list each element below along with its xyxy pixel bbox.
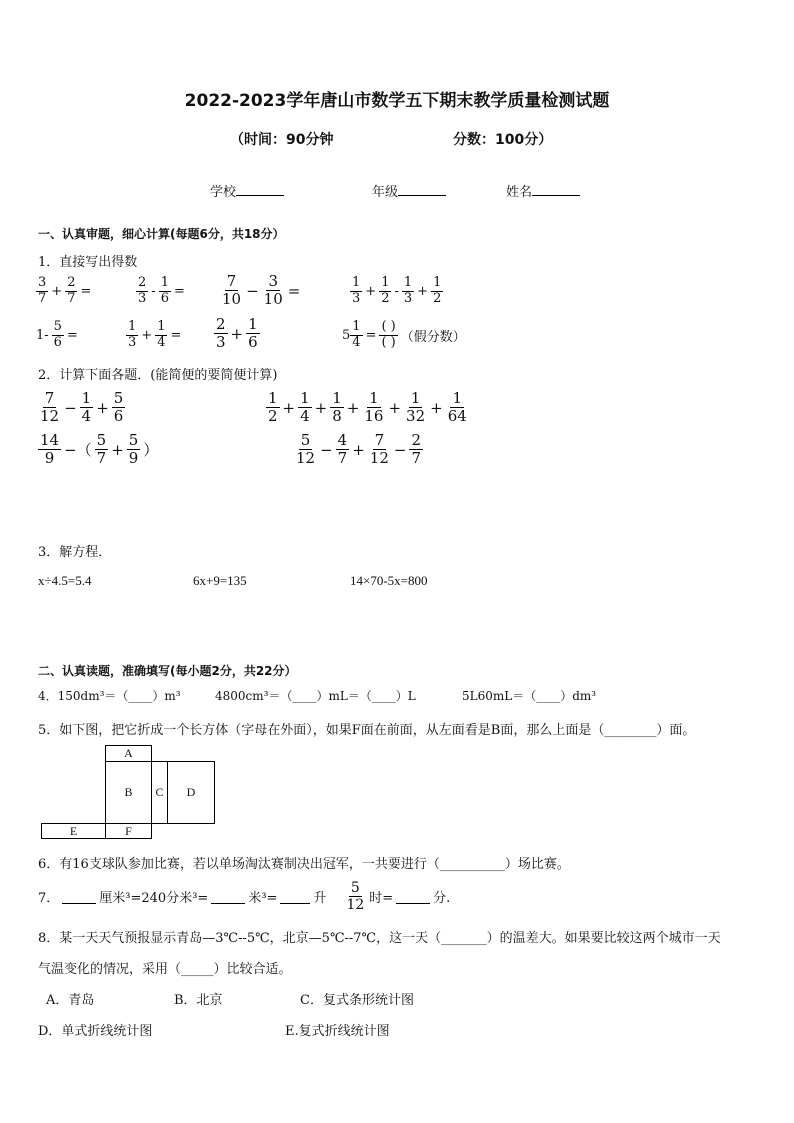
equation-3: 14×70-5x=800: [350, 573, 428, 588]
q5-text: 5．如下图，把它折成一个长方体（字母在外面），如果F面在前面，从左面看是B面，那么上面是（________）面。: [38, 723, 696, 738]
q2-e2: $\frac{1}{2}$ + $\frac{1}{4}$ + $\frac{1}{8}$ + $\frac{1}{16}$ + $\frac{1}{32}$ + $\frac{1}{64}$: [268, 389, 467, 426]
time-label: （时间：90分钟: [230, 132, 334, 148]
q7-blank-2[interactable]: [211, 890, 245, 904]
equation-1: x÷4.5=5.4: [38, 573, 92, 588]
school-blank[interactable]: [236, 183, 284, 196]
q4-part-b: 4800cm³＝（____）mL＝（____）L: [215, 689, 416, 703]
q7-blank-1[interactable]: [62, 890, 96, 904]
q1-r2-e2: $\frac{1}{3}$ + $\frac{1}{4}$ =: [128, 319, 182, 350]
q1-r1-e4: $\frac{1}{3}$ + $\frac{1}{2}$ - $\frac{1}{3}$ + $\frac{1}{2}$: [352, 275, 442, 306]
grade-blank[interactable]: [398, 183, 446, 196]
q7-blank-3[interactable]: [280, 890, 310, 904]
q1-label: 1．直接写出得数: [38, 255, 138, 270]
equation-2: 6x+9=135: [193, 573, 247, 588]
q1-r2-e4: 5 $\frac{1}{4}$ = $\frac{( )}{( )}$ （假分数）: [342, 319, 466, 350]
q4-part-c: 5L60mL＝（____）dm³: [462, 689, 597, 703]
face-b: B: [105, 761, 152, 824]
option-c[interactable]: C．复式条形统计图: [300, 993, 414, 1008]
face-f: F: [105, 823, 152, 839]
q1-r1-e3: $\frac{7}{10}$ − $\frac{3}{10}$ =: [222, 272, 301, 309]
name-blank[interactable]: [532, 183, 580, 196]
option-d[interactable]: D．单式折线统计图: [38, 1024, 153, 1039]
q1-r2-e1: 1- $\frac{5}{6}$ =: [36, 319, 78, 350]
face-e: E: [41, 823, 106, 839]
name-field: [506, 181, 580, 200]
q6-text: 6．有16支球队参加比赛，若以单场淘汰赛制决出冠军，一共要进行（__________）场比赛。: [38, 857, 570, 872]
improper-fraction-note: （假分数）: [400, 329, 466, 345]
page-title: 2022-2023学年唐山市数学五下期末教学质量检测试题: [184, 91, 610, 111]
option-e[interactable]: E.复式折线统计图: [285, 1024, 390, 1039]
school-label: 学校: [210, 185, 237, 200]
grade-label: 年级: [372, 185, 399, 200]
section2-heading: 二、认真读题，准确填写(每小题2分，共22分）: [38, 664, 297, 678]
q1-r1-e2: $\frac{2}{3}$ - $\frac{1}{6}$ =: [138, 275, 185, 306]
face-a: A: [105, 745, 152, 762]
q4-part-a: 4．150dm³＝（____）m³: [38, 689, 181, 703]
school-field: [210, 181, 284, 200]
q2-label: 2．计算下面各题．(能简便的要简便计算): [38, 368, 278, 383]
q8-line1: 8．某一天天气预报显示青岛—3℃--5℃，北京—5℃--7℃，这一天（_______）的温差大。如果要比较这两个城市一天: [38, 931, 721, 946]
name-label: 姓名: [506, 185, 533, 200]
grade-field: [372, 181, 446, 200]
option-b[interactable]: B．北京: [174, 993, 223, 1008]
section1-heading: 一、认真审题，细心计算(每题6分，共18分）: [38, 227, 285, 241]
face-d: D: [167, 761, 215, 824]
q2-e3: $\frac{14}{9}$ −（ $\frac{5}{7}$ + $\frac{5}{9}$ ）: [40, 431, 159, 468]
q7-text: 7． 厘米³=240分米³= 米³= 升 $\frac{5}{12}$ 时= 分.: [38, 880, 451, 914]
q1-r1-e1: $\frac{3}{7}$ + $\frac{2}{7}$ =: [38, 275, 92, 306]
q8-line2: 气温变化的情况，采用（_____）比较合适。: [38, 962, 292, 977]
q1-r2-e3: $\frac{2}{3}$ + $\frac{1}{6}$: [216, 315, 258, 352]
q2-e1: $\frac{7}{12}$ − $\frac{1}{4}$ + $\frac{5}{6}$: [40, 389, 124, 426]
option-a[interactable]: A．青岛: [46, 993, 95, 1008]
q7-blank-4[interactable]: [396, 890, 430, 904]
q2-e4: $\frac{5}{12}$ − $\frac{4}{7}$ + $\frac{7}{12}$ − $\frac{2}{7}$: [296, 431, 422, 468]
face-c: C: [151, 761, 168, 824]
q3-label: 3．解方程．: [38, 545, 112, 560]
score-label: 分数：100分）: [453, 132, 553, 148]
